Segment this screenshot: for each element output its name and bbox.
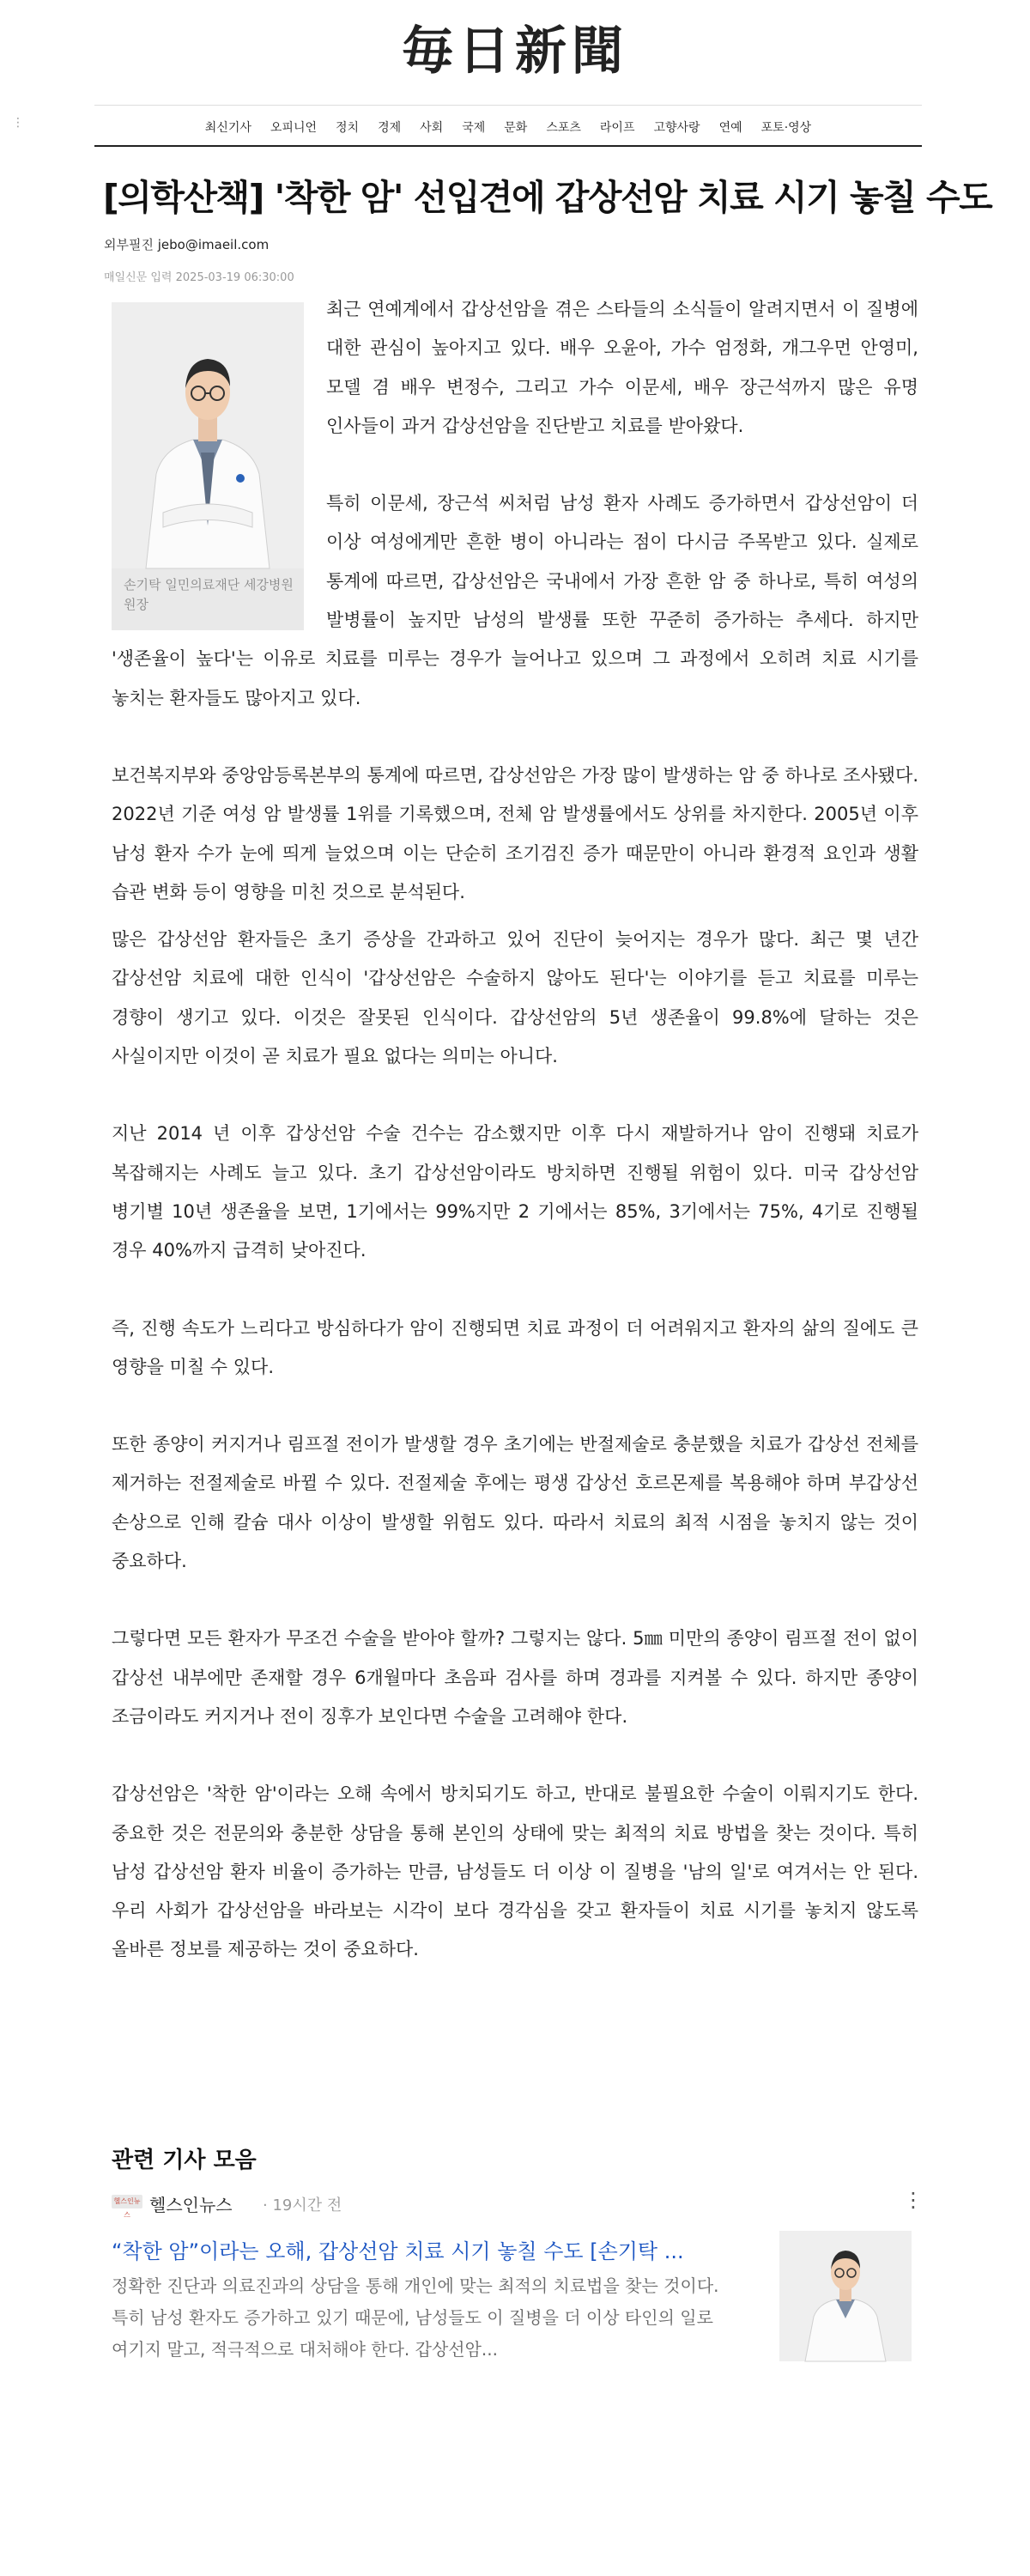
nav-item-politics[interactable]: 정치 — [336, 121, 360, 135]
byline-author: 외부필진 — [104, 237, 154, 252]
related-article-card[interactable] — [112, 2188, 924, 2377]
source-time: · 19시간 전 — [263, 2196, 342, 2215]
related-articles-heading: 관련 기사 모음 — [112, 2148, 257, 2173]
nav-item-economy[interactable]: 경제 — [378, 121, 402, 135]
nav-item-opinion[interactable]: 오피니언 — [270, 121, 318, 135]
byline-email[interactable]: jebo@imaeil.com — [157, 237, 270, 252]
nav-item-sports[interactable]: 스포츠 — [546, 121, 581, 135]
article-body — [112, 290, 918, 2008]
side-menu-dots-icon[interactable]: ⋮ — [12, 116, 24, 130]
paragraph-7: 또한 종양이 커지거나 림프절 전이가 발생할 경우 초기에는 반절제술로 충분했을 치료가 갑상선 전체를 제거하는 전절제술로 바뀔 수 있다. 전절제술 후에는 평생 갑상선 호르몬제를 복용해야 하며 부갑상선 손상으로 인해 칼슘 대사 이상이 발생할 위험도 있다. 따라서 치료의 최적 시점을 놓치지 않는 것이 중요하다. — [112, 1434, 918, 1572]
related-article-thumbnail[interactable] — [779, 2231, 912, 2361]
source-logo: 헬스인뉴스 — [112, 2195, 142, 2208]
paragraph-1: 최근 연예계에서 갑상선암을 겪은 스타들의 소식들이 알려지면서 이 질병에 대한 관심이 높아지고 있다. 배우 오윤아, 가수 엄정화, 개그우먼 안영미, 모델 겸 배우 변정수, 그리고 가수 이문세, 배우 장근석까지 많은 유명 인사들이 과거 갑상선암을 진단받고 치료를 받아왔다. — [326, 299, 918, 436]
dateline — [104, 268, 294, 284]
article-title: [의학산책] '착한 암' 선입견에 갑상선암 치료 시기 놓칠 수도 — [103, 177, 992, 218]
nav-item-photo-video[interactable]: 포토·영상 — [760, 121, 812, 135]
paragraph-2: 특히 이문세, 장근석 씨처럼 남성 환자 사례도 증가하면서 갑상선암이 더 이상 여성에게만 흔한 병이 아니라는 점이 다시금 주목받고 있다. 실제로 통계에 따르면, 갑상선암은 국내에서 가장 흔한 암 중 하나로, 특히 여성의 발병률이 높지만 남성의 발생률 또한 꾸준히 증가하는 추세다. 하지만 '생존율이 높다'는 이유로 치료를 미루는 경우가 늘어나고 있으며 그 과정에서 오히려 치료 시기를 놓치는 환자들도 많아지고 있다. — [112, 493, 918, 708]
photo-spacer — [112, 290, 326, 622]
paragraph-8: 그렇다면 모든 환자가 무조건 수술을 받아야 할까? 그렇지는 않다. 5㎜ 미만의 종양이 림프절 전이 없이 갑상선 내부에만 존재할 경우 6개월마다 초음파 검사를 하며 경과를 지켜볼 수 있다. 하지만 종양이 조금이라도 커지거나 전이 징후가 보인다면 수술을 고려해야 한다. — [112, 1628, 918, 1727]
nav-item-life[interactable]: 라이프 — [599, 121, 635, 135]
photo-caption: 손기탁 일민의료재단 세강병원 원장 — [124, 577, 294, 612]
date-label: 입력 — [150, 271, 173, 284]
section-nav — [94, 110, 922, 144]
nav-divider — [94, 145, 922, 147]
paragraph-6: 즉, 진행 속도가 느리다고 방심하다가 암이 진행되면 치료 과정이 더 어려워지고 환자의 삶의 질에도 큰 영향을 미칠 수 있다. — [112, 1317, 918, 1377]
newspaper-logo[interactable]: 毎日新聞 — [402, 21, 628, 82]
nav-item-culture[interactable]: 문화 — [504, 121, 528, 135]
related-article-snippet: 정확한 진단과 의료진과의 상담을 통해 개인에 맞는 최적의 치료법을 찾는 것이다. 특히 남성 환자도 증가하고 있기 때문에, 남성들도 이 질병을 더 이상 타인의 일로 여기지 말고, 적극적으로 대처해야 한다. 갑상선암... — [112, 2275, 719, 2360]
divider — [94, 105, 922, 106]
source-name[interactable]: 헬스인뉴스 — [149, 2195, 233, 2215]
more-options-icon[interactable]: ⋮ — [903, 2188, 924, 2212]
nav-item-society[interactable]: 사회 — [420, 121, 444, 135]
paragraph-5: 지난 2014 년 이후 갑상선암 수술 건수는 감소했지만 이후 다시 재발하거나 암이 진행돼 치료가 복잡해지는 사례도 늘고 있다. 초기 갑상선암이라도 방치하면 진행될 위험이 있다. 미국 갑상선암 병기별 10년 생존율을 보면, 1기에서는 99%지만 2 기에서는 85%, 3기에서는 75%, 4기로 진행될 경우 40%까지 급격히 낮아진다. — [112, 1123, 918, 1261]
masthead — [0, 17, 1030, 86]
paragraph-4: 많은 갑상선암 환자들은 초기 증상을 간과하고 있어 진단이 늦어지는 경우가 많다. 최근 몇 년간 갑상선암 치료에 대한 인식이 '갑상선암은 수술하지 않아도 된다'는 이야기를 듣고 치료를 미루는 경향이 생기고 있다. 이것은 잘못된 인식이다. 갑상선암의 5년 생존율이 99.8%에 달하는 것은 사실이지만 이것이 곧 치료가 필요 없다는 의미는 아니다. — [112, 929, 918, 1067]
paragraph-3: 보건복지부와 중앙암등록본부의 통계에 따르면, 갑상선암은 가장 많이 발생하는 암 중 하나로 조사됐다. 2022년 기준 여성 암 발생률 1위를 기록했으며, 전체 암 발생률에서도 상위를 차지한다. 2005년 이후 남성 환자 수가 눈에 띄게 늘었으며 이는 단순히 조기검진 증가 때문만이 아니라 환경적 요인과 생활 습관 변화 등이 영향을 미친 것으로 분석된다. — [112, 764, 918, 902]
nav-item-entertainment[interactable]: 연예 — [718, 121, 742, 135]
byline — [104, 235, 269, 253]
nav-item-latest[interactable]: 최신기사 — [204, 121, 251, 135]
paragraph-9: 갑상선암은 '착한 암'이라는 오해 속에서 방치되기도 하고, 반대로 불필요한 수술이 이뤄지기도 한다. 중요한 것은 전문의와 충분한 상담을 통해 본인의 상태에 맞는 최적의 치료 방법을 찾는 것이다. 특히 남성 갑상선암 환자 비율이 증가하는 만큼, 남성들도 더 이상 이 질병을 '남의 일'로 여겨서는 안 된다. 우리 사회가 갑상선암을 바라보는 시각이 보다 경각심을 갖고 환자들이 치료 시기를 놓치지 않도록 올바른 정보를 제공하는 것이 중요하다. — [112, 1783, 918, 1960]
nav-item-hometown[interactable]: 고향사랑 — [653, 121, 700, 135]
nav-item-international[interactable]: 국제 — [462, 121, 486, 135]
publish-date: 2025-03-19 06:30:00 — [175, 271, 294, 284]
outlet-name: 매일신문 — [104, 271, 148, 284]
related-article-headline-link[interactable]: “착한 암”이라는 오해, 갑상선암 치료 시기 놓칠 수도 [손기탁 ... — [112, 2239, 684, 2263]
